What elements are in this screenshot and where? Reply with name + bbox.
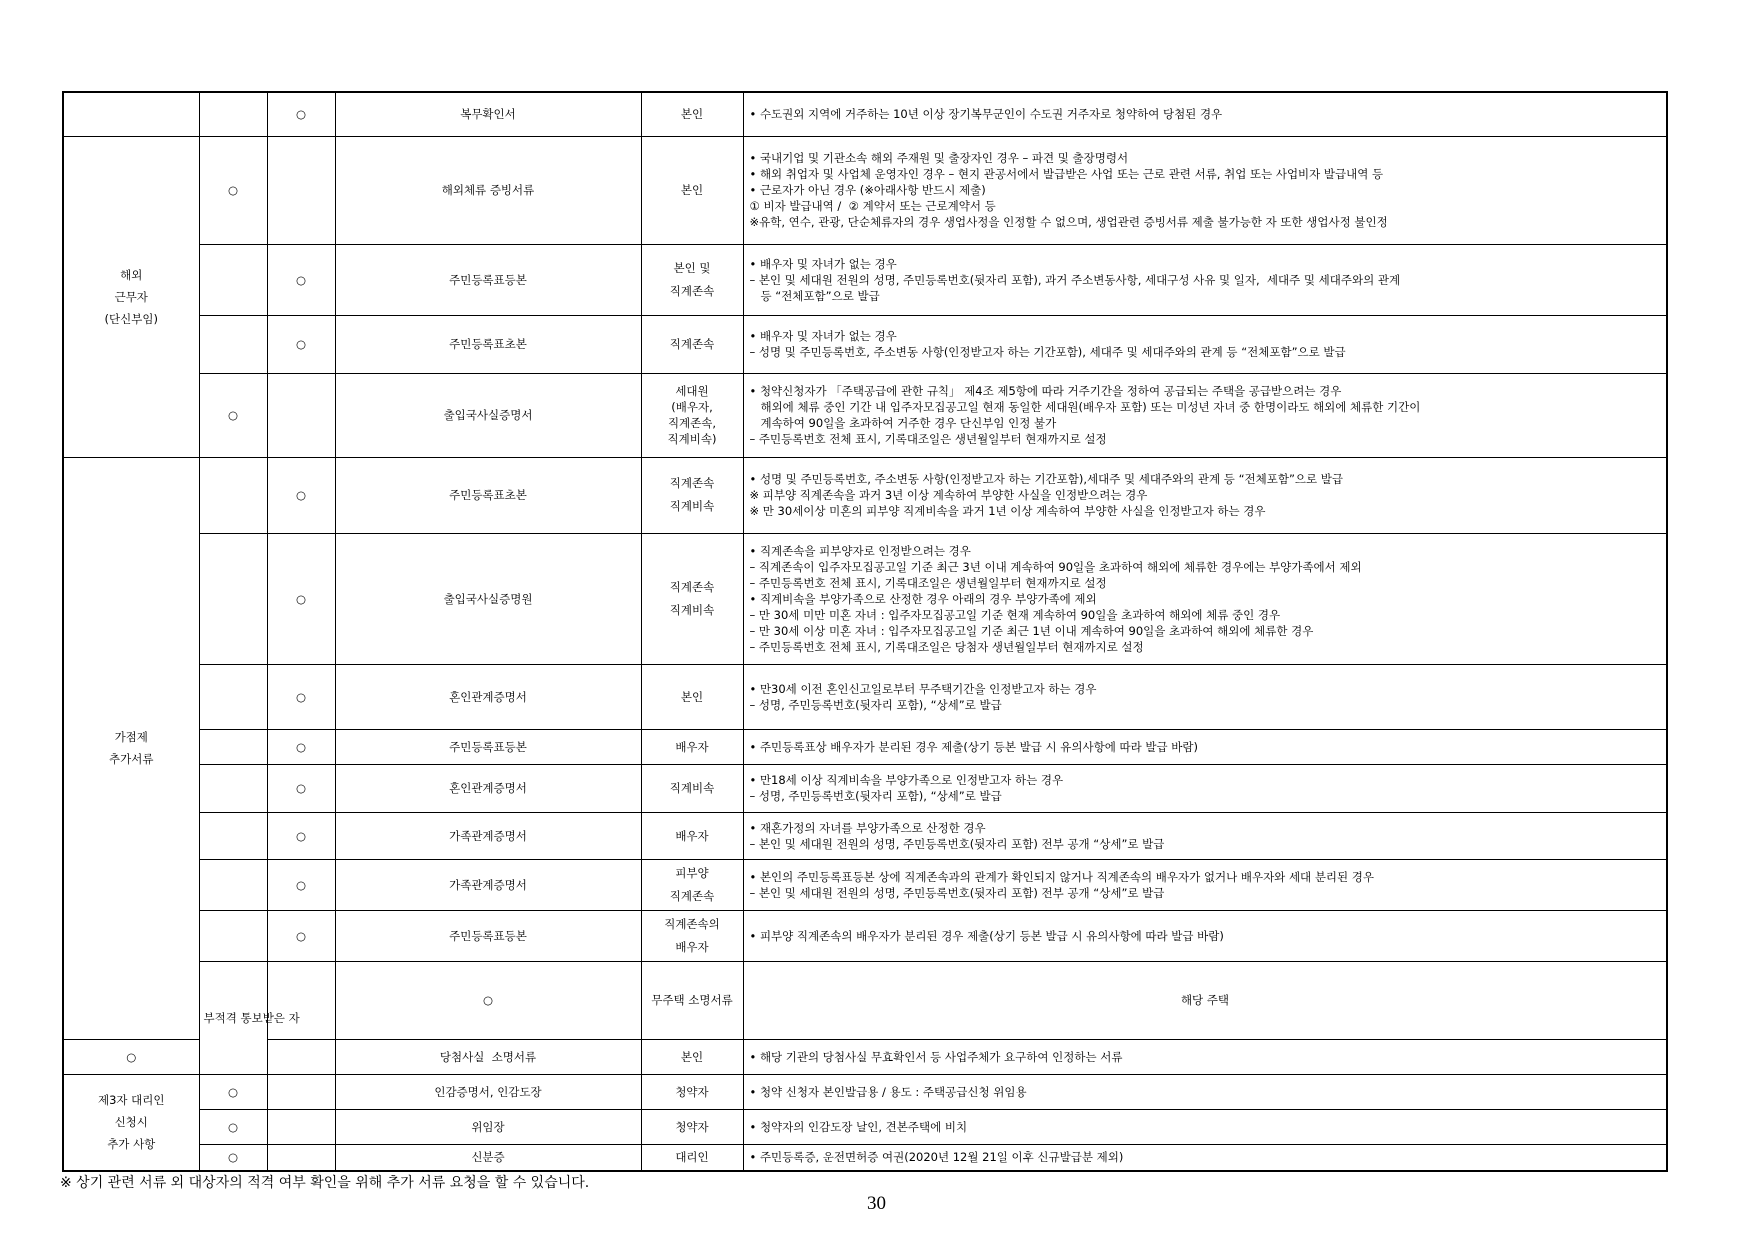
table-row xyxy=(63,1144,1667,1171)
text-line: 배우자 xyxy=(675,828,709,843)
footnote: ※ 상기 관련 서류 외 대상자의 적격 여부 확인을 위해 추가 서류 요청을 할 수 있습니다. xyxy=(60,1175,590,1191)
category-label: 추가 사항 xyxy=(107,1137,156,1152)
table-row xyxy=(63,664,1667,729)
text-line: 피부양 xyxy=(675,865,709,880)
required-documents-table xyxy=(62,91,1668,1172)
text-line: – 주민등록번호 전체 표시, 기록대조일은 생년월일부터 현재까지로 설정 xyxy=(749,575,1107,590)
text-line: 본인 xyxy=(680,689,704,704)
category-cell xyxy=(63,92,199,136)
document-name: 신분증 xyxy=(335,1144,641,1171)
target-person xyxy=(641,764,743,812)
check-column-2: ○ xyxy=(267,729,335,764)
check-column-2: ○ xyxy=(335,961,641,1039)
check-column-2: ○ xyxy=(267,244,335,315)
category-cell xyxy=(63,1074,199,1171)
page-number: 30 xyxy=(867,1193,886,1214)
target-person xyxy=(641,910,743,961)
category-label: (단신부임) xyxy=(104,311,158,326)
table-row xyxy=(63,533,1667,664)
check-column-1 xyxy=(199,533,267,664)
text-line: 직계존속 xyxy=(669,579,715,594)
check-column-1 xyxy=(199,92,267,136)
text-line: • 성명 및 주민등록번호, 주소변동 사항(인정받고자 하는 기간포함),세대주 및 세대주와의 관계 등 “전체포함”으로 발급 xyxy=(749,472,1344,486)
check-column-2: ○ xyxy=(267,457,335,533)
text-line: • 만18세 이상 직계비속을 부양가족으로 인정받고자 하는 경우 xyxy=(749,773,1064,787)
table-row xyxy=(63,1074,1667,1109)
description xyxy=(743,729,1667,764)
text-line: • 국내기업 및 기관소속 해외 주재원 및 출장자인 경우 – 파견 및 출장명령서 xyxy=(749,151,1129,165)
target-person xyxy=(641,136,743,244)
description xyxy=(743,244,1667,315)
text-line: – 성명, 주민등록번호(뒷자리 포함), “상세”로 발급 xyxy=(749,697,1002,712)
check-column-2: ○ xyxy=(267,533,335,664)
text-line: – 본인 및 세대원 전원의 성명, 주민등록번호(뒷자리 포함), 과거 주소변동사항, 세대구성 사유 및 일자, 세대주 및 세대주와의 관계 xyxy=(749,272,1401,287)
document-name: 해외체류 증빙서류 xyxy=(335,136,641,244)
category-label: 부적격 통보받은 자 xyxy=(203,1010,300,1025)
text-line: • 재혼가정의 자녀를 부양가족으로 산정한 경우 xyxy=(749,820,986,835)
text-line: – 주민등록번호 전체 표시, 기록대조일은 생년월일부터 현재까지로 설정 xyxy=(749,432,1107,446)
document-name: 주민등록표초본 xyxy=(335,457,641,533)
check-column-2 xyxy=(267,1144,335,1171)
text-line: • 청약자의 인감도장 날인, 견본주택에 비치 xyxy=(749,1119,968,1134)
text-line: • 해외 취업자 및 사업체 운영자인 경우 – 현지 관공서에서 발급받은 사업 또는 근로 관련 서류, 취업 또는 사업비자 발급내역 등 xyxy=(749,167,1384,181)
table-row xyxy=(63,859,1667,910)
text-line: – 만 30세 이상 미혼 자녀 : 입주자모집공고일 기준 최근 1년 이내 계속하여 90일을 초과하여 해외에 체류한 경우 xyxy=(749,623,1314,638)
text-line: 직계존속 xyxy=(669,476,715,490)
description xyxy=(743,764,1667,812)
category-label: 추가서류 xyxy=(109,752,154,766)
check-column-1 xyxy=(199,664,267,729)
document-name: 위임장 xyxy=(335,1109,641,1144)
category-label: 신청시 xyxy=(114,1115,148,1130)
text-line: • 주민등록표상 배우자가 분리된 경우 제출(상기 등본 발급 시 유의사항에 따라 발급 바람) xyxy=(749,739,1198,754)
check-column-2 xyxy=(267,1074,335,1109)
table-row xyxy=(63,1039,1667,1074)
text-line: • 직계존속을 피부양자로 인정받으려는 경우 xyxy=(749,543,971,558)
text-line: • 배우자 및 자녀가 없는 경우 xyxy=(749,256,897,271)
text-line: (배우자, xyxy=(671,400,713,414)
text-line: 계속하여 90일을 초과하여 거주한 경우 단신부임 인정 불가 xyxy=(749,416,1057,430)
document-name: 주민등록표초본 xyxy=(335,315,641,373)
document-name: 혼인관계증명서 xyxy=(335,664,641,729)
description xyxy=(743,373,1667,457)
target-person xyxy=(641,457,743,533)
document-name: 복무확인서 xyxy=(335,92,641,136)
document-name: 주민등록표등본 xyxy=(335,244,641,315)
target-person xyxy=(743,961,1667,1039)
description xyxy=(743,1144,1667,1171)
text-line: 해당 주택 xyxy=(1180,993,1230,1007)
check-column-1 xyxy=(199,812,267,859)
text-line: – 본인 및 세대원 전원의 성명, 주민등록번호(뒷자리 포함) 전부 공개 “상세”로 발급 xyxy=(749,885,1165,900)
check-column-1: ○ xyxy=(199,1074,267,1109)
text-line: • 피부양 직계존속의 배우자가 분리된 경우 제출(상기 등본 발급 시 유의사항에 따라 발급 바람) xyxy=(749,928,1224,943)
text-line: 직계비속 xyxy=(669,781,715,795)
description xyxy=(743,812,1667,859)
check-column-2: ○ xyxy=(267,859,335,910)
text-line: 세대원 xyxy=(675,384,709,398)
description xyxy=(743,1109,1667,1144)
text-line: – 성명, 주민등록번호(뒷자리 포함), “상세”로 발급 xyxy=(749,789,1002,803)
text-line: • 만30세 이전 혼인신고일로부터 무주택기간을 인정받고자 하는 경우 xyxy=(749,681,1097,696)
text-line: 본인 및 xyxy=(673,260,711,275)
check-column-1 xyxy=(199,244,267,315)
document-name: 인감증명서, 인감도장 xyxy=(335,1074,641,1109)
check-column-2 xyxy=(267,1109,335,1144)
check-column-2 xyxy=(267,136,335,244)
table-row xyxy=(63,136,1667,244)
text-line: – 성명 및 주민등록번호, 주소변동 사항(인정받고자 하는 기간포함), 세대주 및 세대주와의 관계 등 “전체포함”으로 발급 xyxy=(749,345,1346,359)
table-row xyxy=(63,92,1667,136)
text-line: ※ 만 30세이상 미혼의 피부양 직계비속을 과거 1년 이상 계속하여 부양한 사실을 인정받고자 하는 경우 xyxy=(749,504,1266,518)
document-name: 출입국사실증명서 xyxy=(335,373,641,457)
target-person xyxy=(641,1109,743,1144)
text-line: • 배우자 및 자녀가 없는 경우 xyxy=(749,329,897,343)
text-line: 등 “전체포함”으로 발급 xyxy=(749,288,880,303)
check-column-1 xyxy=(199,315,267,373)
text-line: – 만 30세 미만 미혼 자녀 : 입주자모집공고일 기준 현재 계속하여 90일을 초과하여 해외에 체류 중인 경우 xyxy=(749,607,1281,622)
description xyxy=(743,315,1667,373)
target-person xyxy=(641,859,743,910)
text-line: 대리인 xyxy=(675,1150,709,1165)
check-column-2: ○ xyxy=(267,664,335,729)
table-row xyxy=(63,1109,1667,1144)
check-column-2: ○ xyxy=(267,92,335,136)
table-row xyxy=(63,244,1667,315)
target-person xyxy=(641,373,743,457)
text-line: • 청약신청자가 「주택공급에 관한 규칙」 제4조 제5항에 따라 거주기간을 정하여 공급되는 주택을 공급받으려는 경우 xyxy=(749,384,1342,398)
document-name: 주민등록표등본 xyxy=(335,729,641,764)
check-column-2: ○ xyxy=(267,764,335,812)
target-person xyxy=(641,244,743,315)
table-row xyxy=(63,729,1667,764)
check-column-1 xyxy=(199,764,267,812)
check-column-1 xyxy=(199,729,267,764)
document-name: 주민등록표등본 xyxy=(335,910,641,961)
check-column-1 xyxy=(199,457,267,533)
table-row xyxy=(63,764,1667,812)
target-person xyxy=(641,1074,743,1109)
text-line: 청약자 xyxy=(675,1084,709,1099)
text-line: – 본인 및 세대원 전원의 성명, 주민등록번호(뒷자리 포함) 전부 공개 “상세”로 발급 xyxy=(749,836,1165,851)
category-cell xyxy=(63,457,199,1039)
table-row xyxy=(63,373,1667,457)
text-line: 직계존속 xyxy=(669,283,715,298)
check-column-2: ○ xyxy=(267,315,335,373)
text-line: • 주민등록증, 운전면허증 여권(2020년 12월 21일 이후 신규발급분 제외) xyxy=(749,1150,1124,1165)
text-line: ※유학, 연수, 관광, 단순체류자의 경우 생업사정을 인정할 수 없으며, 생업관련 증빙서류 제출 불가능한 자 또한 생업사정 불인정 xyxy=(749,215,1388,229)
check-column-1: ○ xyxy=(63,1039,199,1074)
category-label: 제3자 대리인 xyxy=(97,1093,165,1108)
text-line: 배우자 xyxy=(675,939,709,954)
target-person xyxy=(641,1039,743,1074)
document-name: 혼인관계증명서 xyxy=(335,764,641,812)
document-name: 가족관계증명서 xyxy=(335,812,641,859)
target-person xyxy=(641,664,743,729)
description xyxy=(743,457,1667,533)
table-body xyxy=(63,92,1667,1171)
description xyxy=(743,1039,1667,1074)
text-line: 해외에 체류 중인 기간 내 입주자모집공고일 현재 동일한 세대원(배우자 포함) 또는 미성년 자녀 중 한명이라도 해외에 체류한 기간이 xyxy=(749,400,1421,414)
description xyxy=(743,136,1667,244)
target-person xyxy=(641,729,743,764)
text-line: 본인 xyxy=(680,107,704,122)
description xyxy=(743,533,1667,664)
text-line: • 수도권외 지역에 거주하는 10년 이상 장기복무군인이 수도권 거주자로 청약하여 당첨된 경우 xyxy=(749,107,1223,122)
text-line: • 해당 기관의 당첨사실 무효확인서 등 사업주체가 요구하여 인정하는 서류 xyxy=(749,1049,1123,1064)
description xyxy=(743,1074,1667,1109)
table-row xyxy=(63,315,1667,373)
check-column-2: ○ xyxy=(267,812,335,859)
text-line: 본인 xyxy=(680,1049,704,1064)
check-column-1: ○ xyxy=(199,1144,267,1171)
text-line: ※ 피부양 직계존속을 과거 3년 이상 계속하여 부양한 사실을 인정받으려는 경우 xyxy=(749,488,1148,502)
check-column-1: ○ xyxy=(199,1109,267,1144)
category-cell xyxy=(199,961,300,1074)
table-row xyxy=(63,910,1667,961)
text-line: • 청약 신청자 본인발급용 / 용도 : 주택공급신청 위임용 xyxy=(749,1084,1027,1099)
text-line: • 근로자가 아닌 경우 (※아래사항 반드시 제출) xyxy=(749,183,986,197)
text-line: 직계존속의 xyxy=(664,916,720,931)
check-column-2: ○ xyxy=(267,910,335,961)
document-name: 가족관계증명서 xyxy=(335,859,641,910)
check-column-1: ○ xyxy=(199,136,267,244)
text-line: 청약자 xyxy=(675,1119,709,1134)
description xyxy=(743,910,1667,961)
table-row xyxy=(63,812,1667,859)
document-name: 출입국사실증명원 xyxy=(335,533,641,664)
category-cell xyxy=(63,136,199,457)
text-line: 본인 xyxy=(680,183,704,197)
category-label: 해외 xyxy=(120,267,143,282)
target-person xyxy=(641,92,743,136)
text-line: 직계존속 xyxy=(669,888,715,903)
document-name: 당첨사실 소명서류 xyxy=(335,1039,641,1074)
text-line: 직계비속) xyxy=(667,432,717,446)
description xyxy=(743,859,1667,910)
text-line: – 직계존속이 입주자모집공고일 기준 최근 3년 이내 계속하여 90일을 초과하여 해외에 체류한 경우에는 부양가족에서 제외 xyxy=(749,559,1362,574)
text-line: 직계비속 xyxy=(669,499,715,513)
category-label: 가점제 xyxy=(114,730,148,744)
check-column-1: ○ xyxy=(199,373,267,457)
text-line: 직계존속 xyxy=(669,337,715,351)
check-column-1 xyxy=(199,859,267,910)
category-label: 근무자 xyxy=(114,289,148,304)
target-person xyxy=(641,812,743,859)
table-row xyxy=(63,457,1667,533)
text-line: • 직계비속을 부양가족으로 산정한 경우 아래의 경우 부양가족에 제외 xyxy=(749,591,1097,606)
document-name: 무주택 소명서류 xyxy=(641,961,743,1039)
text-line: • 본인의 주민등록표등본 상에 직계존속과의 관계가 확인되지 않거나 직계존속의 배우자가 없거나 배우자와 세대 분리된 경우 xyxy=(749,869,1375,884)
text-line: ① 비자 발급내역 / ② 계약서 또는 근로계약서 등 xyxy=(749,199,996,213)
description xyxy=(743,664,1667,729)
description xyxy=(743,92,1667,136)
check-column-2 xyxy=(267,373,335,457)
target-person xyxy=(641,315,743,373)
check-column-1 xyxy=(267,961,335,1039)
target-person xyxy=(641,533,743,664)
table-row xyxy=(63,961,1667,1039)
text-line: 배우자 xyxy=(675,739,709,754)
check-column-2 xyxy=(267,1039,335,1074)
check-column-1 xyxy=(199,910,267,961)
target-person xyxy=(641,1144,743,1171)
text-line: 직계존속, xyxy=(667,416,717,430)
text-line: – 주민등록번호 전체 표시, 기록대조일은 당첨자 생년월일부터 현재까지로 설정 xyxy=(749,639,1144,654)
text-line: 직계비속 xyxy=(669,602,715,617)
